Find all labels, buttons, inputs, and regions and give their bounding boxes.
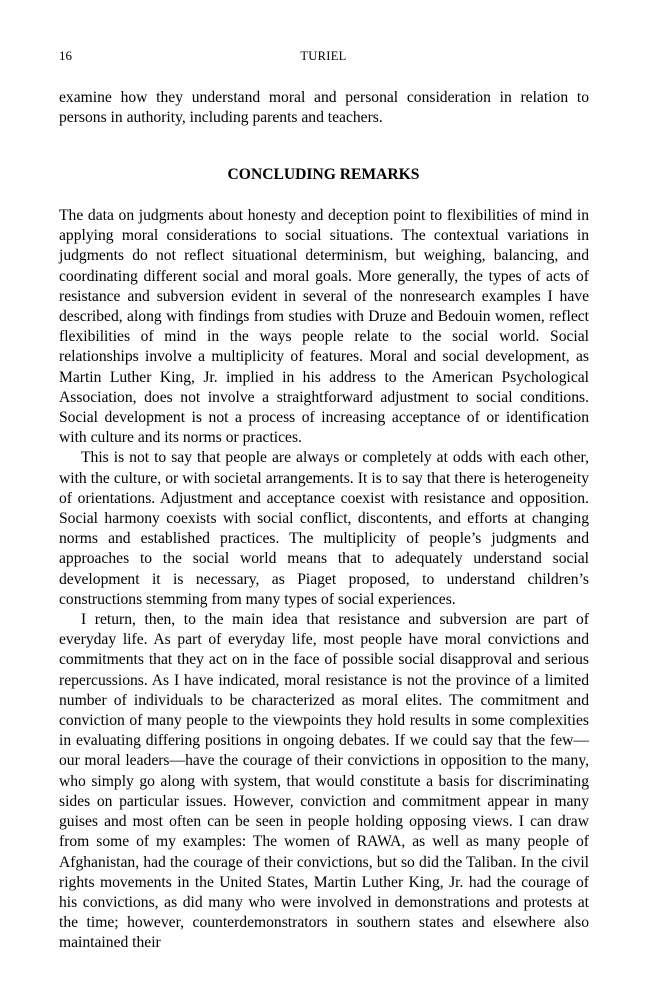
intro-paragraph-block xyxy=(59,88,589,128)
intro-paragraph: examine how they understand moral and personal consideration in relation to persons in authority, including parents and teachers. xyxy=(59,89,589,127)
running-head: TURIEL xyxy=(300,49,347,63)
page-number: 16 xyxy=(59,48,72,63)
paragraph-3: I return, then, to the main idea that resistance and subversion are part of everyday life. As part of everyday life, most people have moral convictions and commitments that they act on in the face of possible social disapproval and serious repercussions. As I have indicated, moral resistance is not the province of a limited number of individuals to be characterized as moral elites. The commitment and conviction of many people to the viewpoints they hold results in some complexities in evaluating differing positions in ongoing debates. If we could say that the few—our moral leaders—have the courage of their convictions in opposition to the many, who simply go along with system, that would constitute a basis for discriminating sides on particular issues. However, conviction and commitment appear in many guises and most often can be seen in people holding opposing views. I can draw from some of my examples: The women of RAWA, as well as many people of Afghanistan, had the courage of their convictions, but so did the Taliban. In the civil rights movements in the United States, Martin Luther King, Jr. had the courage of his convictions, as did many who were involved in demonstrations and protests at the time; however, counterdemonstrators in southern states and elsewhere also maintained their xyxy=(59,611,589,952)
body-text xyxy=(59,206,589,954)
section-heading: CONCLUDING REMARKS xyxy=(227,166,420,183)
paragraph-2: This is not to say that people are always or completely at odds with each other, with the culture, or with societal arrangements. It is to say that there is heterogeneity of orientations. Adjustment and acceptance coexist with resistance and opposition. Social harmony coexists with social conflict, discontents, and efforts at changing norms and established practices. The multiplicity of people’s judgments and approaches to the social world means that to adequately understand social development it is necessary, as Piaget proposed, to understand children’s constructions stemming from many types of social experiences. xyxy=(59,449,589,608)
paragraph-1: The data on judgments about honesty and deception point to flexibilities of mind in applying moral considerations to social situations. The contextual variations in judgments do not reflect situational determinism, but weighing, balancing, and coordinating different social and moral goals. More generally, the types of acts of resistance and subversion evident in several of the nonresearch examples I have described, along with findings from studies with Druze and Bedouin women, reflect flexibilities of mind in the ways people relate to the social world. Social relationships involve a multiplicity of features. Moral and social development, as Martin Luther King, Jr. implied in his address to the American Psychological Association, does not involve a straightforward adjustment to social conditions. Social development is not a process of increasing acceptance of or identification with culture and its norms or practices. xyxy=(59,207,589,447)
